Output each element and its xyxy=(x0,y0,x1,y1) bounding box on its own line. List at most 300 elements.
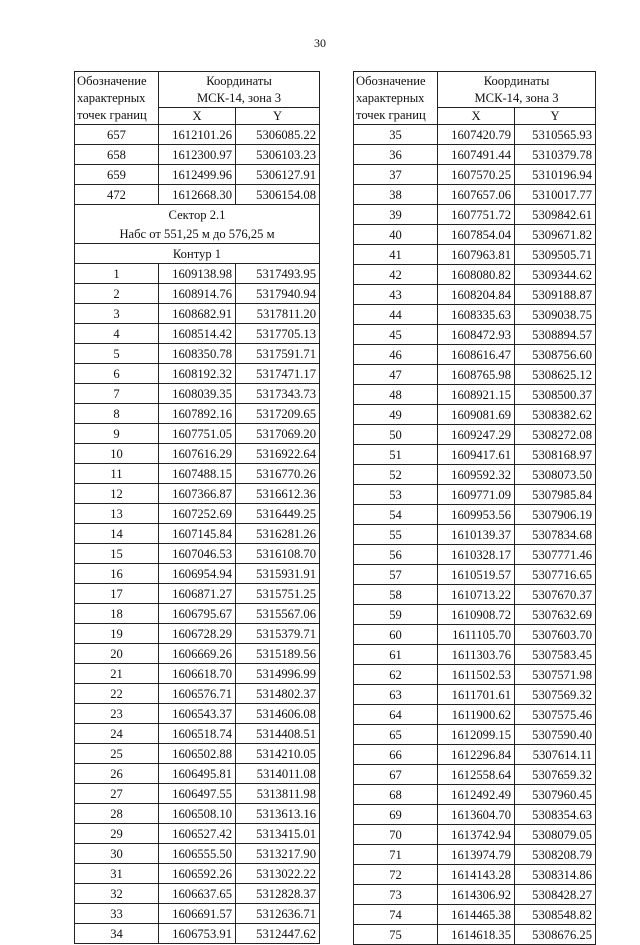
table-row xyxy=(354,345,596,365)
table-row xyxy=(354,625,596,645)
x-coordinate-cell: 1608514.42 xyxy=(159,324,236,344)
x-coordinate-cell: 1607491.44 xyxy=(438,145,515,165)
y-coordinate-cell: 5313811.98 xyxy=(236,784,320,804)
x-coordinate-cell: 1607751.05 xyxy=(159,424,236,444)
x-coordinate-cell: 1606576.71 xyxy=(159,684,236,704)
table-row xyxy=(354,505,596,525)
y-coordinate-cell: 5313415.01 xyxy=(236,824,320,844)
designation-header xyxy=(354,72,438,125)
table-row xyxy=(75,924,320,944)
y-coordinate-cell: 5313022.22 xyxy=(236,864,320,884)
y-coordinate-cell: 5312828.37 xyxy=(236,884,320,904)
y-coordinate-cell: 5308894.57 xyxy=(515,325,596,345)
x-coordinate-cell: 1607366.87 xyxy=(159,484,236,504)
table-row xyxy=(75,304,320,324)
point-id-cell: 658 xyxy=(75,145,159,165)
point-id-cell: 43 xyxy=(354,285,438,305)
x-column-header: X xyxy=(159,107,236,124)
y-column-header: Y xyxy=(236,107,320,124)
x-coordinate-cell: 1610328.17 xyxy=(438,545,515,565)
point-id-cell: 54 xyxy=(354,505,438,525)
point-id-cell: 19 xyxy=(75,624,159,644)
table-row xyxy=(75,584,320,604)
table-row xyxy=(354,545,596,565)
x-coordinate-cell: 1607963.81 xyxy=(438,245,515,265)
point-id-cell: 39 xyxy=(354,205,438,225)
x-coordinate-cell: 1606954.94 xyxy=(159,564,236,584)
point-id-cell: 60 xyxy=(354,625,438,645)
table-row xyxy=(354,665,596,685)
y-coordinate-cell: 5307590.40 xyxy=(515,725,596,745)
table-header xyxy=(354,72,596,125)
table-row xyxy=(354,185,596,205)
table-row xyxy=(354,245,596,265)
y-coordinate-cell: 5315567.06 xyxy=(236,604,320,624)
x-coordinate-cell: 1606618.70 xyxy=(159,664,236,684)
table-row xyxy=(354,305,596,325)
x-coordinate-cell: 1606518.74 xyxy=(159,724,236,744)
point-id-cell: 41 xyxy=(354,245,438,265)
table-row xyxy=(75,444,320,464)
point-id-cell: 18 xyxy=(75,604,159,624)
point-id-cell: 23 xyxy=(75,704,159,724)
x-coordinate-cell: 1608335.63 xyxy=(438,305,515,325)
point-id-cell: 472 xyxy=(75,185,159,205)
y-coordinate-cell: 5317343.73 xyxy=(236,384,320,404)
y-coordinate-cell: 5308382.62 xyxy=(515,405,596,425)
table-row xyxy=(354,725,596,745)
table-row xyxy=(75,884,320,904)
point-id-cell: 6 xyxy=(75,364,159,384)
point-id-cell: 15 xyxy=(75,544,159,564)
x-coordinate-cell: 1610139.37 xyxy=(438,525,515,545)
designation-header-line1: Обозначение xyxy=(77,74,147,88)
point-id-cell: 7 xyxy=(75,384,159,404)
point-id-cell: 52 xyxy=(354,465,438,485)
y-coordinate-cell: 5315751.25 xyxy=(236,584,320,604)
x-coordinate-cell: 1610519.57 xyxy=(438,565,515,585)
point-id-cell: 26 xyxy=(75,764,159,784)
x-coordinate-cell: 1607854.04 xyxy=(438,225,515,245)
x-coordinate-cell: 1610713.22 xyxy=(438,585,515,605)
x-coordinate-cell: 1606495.81 xyxy=(159,764,236,784)
y-coordinate-cell: 5307771.46 xyxy=(515,545,596,565)
y-coordinate-cell: 5308208.79 xyxy=(515,845,596,865)
table-row xyxy=(354,225,596,245)
x-coordinate-cell: 1614143.28 xyxy=(438,865,515,885)
y-coordinate-cell: 5317471.17 xyxy=(236,364,320,384)
y-coordinate-cell: 5309505.71 xyxy=(515,245,596,265)
right-rows xyxy=(354,125,596,945)
y-coordinate-cell: 5307659.32 xyxy=(515,765,596,785)
y-coordinate-cell: 5306085.22 xyxy=(236,125,320,145)
table-row xyxy=(354,265,596,285)
point-id-cell: 64 xyxy=(354,705,438,725)
x-coordinate-cell: 1611303.76 xyxy=(438,645,515,665)
point-id-cell: 21 xyxy=(75,664,159,684)
table-row xyxy=(354,485,596,505)
y-coordinate-cell: 5310565.93 xyxy=(515,125,596,145)
point-id-cell: 65 xyxy=(354,725,438,745)
y-coordinate-cell: 5316108.70 xyxy=(236,544,320,564)
table-row xyxy=(354,525,596,545)
point-id-cell: 16 xyxy=(75,564,159,584)
table-row xyxy=(75,824,320,844)
left-top-rows xyxy=(75,125,320,205)
x-coordinate-cell: 1607046.53 xyxy=(159,544,236,564)
sector-title: Сектор 2.1 xyxy=(75,205,320,225)
x-coordinate-cell: 1607751.72 xyxy=(438,205,515,225)
point-id-cell: 659 xyxy=(75,165,159,185)
y-coordinate-cell: 5308314.86 xyxy=(515,865,596,885)
x-coordinate-cell: 1609081.69 xyxy=(438,405,515,425)
table-row xyxy=(75,544,320,564)
y-coordinate-cell: 5317811.20 xyxy=(236,304,320,324)
designation-header-line2: характерных xyxy=(77,91,146,105)
coordinates-table-left xyxy=(74,71,320,944)
point-id-cell: 44 xyxy=(354,305,438,325)
point-id-cell: 2 xyxy=(75,284,159,304)
x-coordinate-cell: 1608682.91 xyxy=(159,304,236,324)
contour-title: Контур 1 xyxy=(75,244,320,264)
x-coordinate-cell: 1608914.76 xyxy=(159,284,236,304)
x-coordinate-cell: 1608765.98 xyxy=(438,365,515,385)
y-coordinate-cell: 5309842.61 xyxy=(515,205,596,225)
table-row xyxy=(354,385,596,405)
point-id-cell: 71 xyxy=(354,845,438,865)
y-coordinate-cell: 5316922.64 xyxy=(236,444,320,464)
x-coordinate-cell: 1607616.29 xyxy=(159,444,236,464)
point-id-cell: 29 xyxy=(75,824,159,844)
table-row xyxy=(354,845,596,865)
point-id-cell: 47 xyxy=(354,365,438,385)
y-coordinate-cell: 5315931.91 xyxy=(236,564,320,584)
point-id-cell: 38 xyxy=(354,185,438,205)
table-row xyxy=(75,904,320,924)
y-coordinate-cell: 5310196.94 xyxy=(515,165,596,185)
y-coordinate-cell: 5307575.46 xyxy=(515,705,596,725)
table-row xyxy=(354,745,596,765)
point-id-cell: 45 xyxy=(354,325,438,345)
point-id-cell: 20 xyxy=(75,644,159,664)
page-number: 30 xyxy=(314,36,326,50)
y-coordinate-cell: 5306103.23 xyxy=(236,145,320,165)
point-id-cell: 70 xyxy=(354,825,438,845)
point-id-cell: 37 xyxy=(354,165,438,185)
point-id-cell: 53 xyxy=(354,485,438,505)
table-row xyxy=(354,285,596,305)
x-coordinate-cell: 1609417.61 xyxy=(438,445,515,465)
point-id-cell: 8 xyxy=(75,404,159,424)
x-coordinate-cell: 1607420.79 xyxy=(438,125,515,145)
table-row xyxy=(75,264,320,284)
table-row xyxy=(354,645,596,665)
point-id-cell: 12 xyxy=(75,484,159,504)
x-coordinate-cell: 1608039.35 xyxy=(159,384,236,404)
table-row xyxy=(75,464,320,484)
x-coordinate-cell: 1608204.84 xyxy=(438,285,515,305)
x-coordinate-cell: 1607892.16 xyxy=(159,404,236,424)
y-coordinate-cell: 5307569.32 xyxy=(515,685,596,705)
point-id-cell: 69 xyxy=(354,805,438,825)
y-coordinate-cell: 5309671.82 xyxy=(515,225,596,245)
y-coordinate-cell: 5315189.56 xyxy=(236,644,320,664)
x-column-header: X xyxy=(438,107,515,124)
point-id-cell: 32 xyxy=(75,884,159,904)
table-row xyxy=(75,125,320,145)
point-id-cell: 59 xyxy=(354,605,438,625)
table-row xyxy=(75,784,320,804)
table-row xyxy=(354,425,596,445)
table-row xyxy=(354,885,596,905)
point-id-cell: 55 xyxy=(354,525,438,545)
point-id-cell: 5 xyxy=(75,344,159,364)
point-id-cell: 72 xyxy=(354,865,438,885)
table-row xyxy=(75,704,320,724)
x-coordinate-cell: 1606728.29 xyxy=(159,624,236,644)
point-id-cell: 74 xyxy=(354,905,438,925)
y-coordinate-cell: 5308500.37 xyxy=(515,385,596,405)
table-row xyxy=(75,624,320,644)
y-coordinate-cell: 5308548.82 xyxy=(515,905,596,925)
y-coordinate-cell: 5308354.63 xyxy=(515,805,596,825)
y-coordinate-cell: 5308428.27 xyxy=(515,885,596,905)
x-coordinate-cell: 1608192.32 xyxy=(159,364,236,384)
y-coordinate-cell: 5313217.90 xyxy=(236,844,320,864)
point-id-cell: 4 xyxy=(75,324,159,344)
point-id-cell: 36 xyxy=(354,145,438,165)
x-coordinate-cell: 1606871.27 xyxy=(159,584,236,604)
y-coordinate-cell: 5316281.26 xyxy=(236,524,320,544)
y-coordinate-cell: 5307583.45 xyxy=(515,645,596,665)
point-id-cell: 3 xyxy=(75,304,159,324)
y-coordinate-cell: 5312447.62 xyxy=(236,924,320,944)
y-coordinate-cell: 5313613.16 xyxy=(236,804,320,824)
x-coordinate-cell: 1609771.09 xyxy=(438,485,515,505)
designation-header-line3: точек границ xyxy=(77,108,147,122)
y-coordinate-cell: 5309188.87 xyxy=(515,285,596,305)
point-id-cell: 13 xyxy=(75,504,159,524)
x-coordinate-cell: 1609247.29 xyxy=(438,425,515,445)
table-header xyxy=(75,72,320,125)
y-coordinate-cell: 5308079.05 xyxy=(515,825,596,845)
table-row xyxy=(354,705,596,725)
x-coordinate-cell: 1614465.38 xyxy=(438,905,515,925)
sector-block xyxy=(75,205,320,264)
point-id-cell: 51 xyxy=(354,445,438,465)
table-row xyxy=(75,724,320,744)
table-row xyxy=(354,685,596,705)
point-id-cell: 63 xyxy=(354,685,438,705)
coords-header-line1: Координаты xyxy=(438,72,596,90)
coords-header-line1: Координаты xyxy=(159,72,320,90)
x-coordinate-cell: 1608616.47 xyxy=(438,345,515,365)
y-coordinate-cell: 5307571.98 xyxy=(515,665,596,685)
point-id-cell: 56 xyxy=(354,545,438,565)
x-coordinate-cell: 1613604.70 xyxy=(438,805,515,825)
table-row xyxy=(354,805,596,825)
point-id-cell: 657 xyxy=(75,125,159,145)
y-coordinate-cell: 5306154.08 xyxy=(236,185,320,205)
designation-header-line3: точек границ xyxy=(356,108,426,122)
y-coordinate-cell: 5314210.05 xyxy=(236,744,320,764)
table-row xyxy=(354,325,596,345)
y-coordinate-cell: 5309344.62 xyxy=(515,265,596,285)
point-id-cell: 34 xyxy=(75,924,159,944)
y-coordinate-cell: 5316612.36 xyxy=(236,484,320,504)
table-row xyxy=(354,145,596,165)
point-id-cell: 24 xyxy=(75,724,159,744)
x-coordinate-cell: 1606669.26 xyxy=(159,644,236,664)
x-coordinate-cell: 1609953.56 xyxy=(438,505,515,525)
y-coordinate-cell: 5310379.78 xyxy=(515,145,596,165)
y-coordinate-cell: 5308676.25 xyxy=(515,925,596,945)
y-coordinate-cell: 5314802.37 xyxy=(236,684,320,704)
y-coordinate-cell: 5317705.13 xyxy=(236,324,320,344)
point-id-cell: 30 xyxy=(75,844,159,864)
table-row xyxy=(75,744,320,764)
x-coordinate-cell: 1614306.92 xyxy=(438,885,515,905)
point-id-cell: 22 xyxy=(75,684,159,704)
table-row xyxy=(75,424,320,444)
point-id-cell: 62 xyxy=(354,665,438,685)
point-id-cell: 17 xyxy=(75,584,159,604)
y-coordinate-cell: 5312636.71 xyxy=(236,904,320,924)
point-id-cell: 10 xyxy=(75,444,159,464)
x-coordinate-cell: 1606592.26 xyxy=(159,864,236,884)
x-coordinate-cell: 1612499.96 xyxy=(159,165,236,185)
x-coordinate-cell: 1606555.50 xyxy=(159,844,236,864)
table-row xyxy=(75,404,320,424)
x-coordinate-cell: 1611900.62 xyxy=(438,705,515,725)
y-coordinate-cell: 5314996.99 xyxy=(236,664,320,684)
point-id-cell: 75 xyxy=(354,925,438,945)
y-coordinate-cell: 5317209.65 xyxy=(236,404,320,424)
point-id-cell: 68 xyxy=(354,785,438,805)
point-id-cell: 1 xyxy=(75,264,159,284)
point-id-cell: 9 xyxy=(75,424,159,444)
table-row xyxy=(75,684,320,704)
y-coordinate-cell: 5307834.68 xyxy=(515,525,596,545)
table-row xyxy=(354,585,596,605)
table-row xyxy=(354,205,596,225)
x-coordinate-cell: 1609592.32 xyxy=(438,465,515,485)
y-coordinate-cell: 5317069.20 xyxy=(236,424,320,444)
table-row xyxy=(354,445,596,465)
table-row xyxy=(75,145,320,165)
x-coordinate-cell: 1606502.88 xyxy=(159,744,236,764)
point-id-cell: 42 xyxy=(354,265,438,285)
y-coordinate-cell: 5306127.91 xyxy=(236,165,320,185)
table-row xyxy=(75,384,320,404)
y-coordinate-cell: 5307960.45 xyxy=(515,785,596,805)
point-id-cell: 31 xyxy=(75,864,159,884)
point-id-cell: 58 xyxy=(354,585,438,605)
table-row xyxy=(354,825,596,845)
x-coordinate-cell: 1606497.55 xyxy=(159,784,236,804)
point-id-cell: 25 xyxy=(75,744,159,764)
table-row xyxy=(354,765,596,785)
y-coordinate-cell: 5316449.25 xyxy=(236,504,320,524)
table-row xyxy=(75,185,320,205)
x-coordinate-cell: 1606527.42 xyxy=(159,824,236,844)
designation-header-line2: характерных xyxy=(356,91,425,105)
y-coordinate-cell: 5314606.08 xyxy=(236,704,320,724)
sector-range: Набс от 551,25 м до 576,25 м xyxy=(75,224,320,244)
x-coordinate-cell: 1608472.93 xyxy=(438,325,515,345)
x-coordinate-cell: 1614618.35 xyxy=(438,925,515,945)
point-id-cell: 66 xyxy=(354,745,438,765)
x-coordinate-cell: 1612296.84 xyxy=(438,745,515,765)
y-coordinate-cell: 5307632.69 xyxy=(515,605,596,625)
table-row xyxy=(354,125,596,145)
x-coordinate-cell: 1606543.37 xyxy=(159,704,236,724)
point-id-cell: 48 xyxy=(354,385,438,405)
y-coordinate-cell: 5309038.75 xyxy=(515,305,596,325)
y-coordinate-cell: 5314408.51 xyxy=(236,724,320,744)
table-row xyxy=(75,504,320,524)
point-id-cell: 50 xyxy=(354,425,438,445)
table-row xyxy=(75,324,320,344)
table-row xyxy=(354,565,596,585)
y-coordinate-cell: 5316770.26 xyxy=(236,464,320,484)
y-coordinate-cell: 5308073.50 xyxy=(515,465,596,485)
x-coordinate-cell: 1608080.82 xyxy=(438,265,515,285)
x-coordinate-cell: 1608921.15 xyxy=(438,385,515,405)
x-coordinate-cell: 1610908.72 xyxy=(438,605,515,625)
table-row xyxy=(75,864,320,884)
point-id-cell: 27 xyxy=(75,784,159,804)
point-id-cell: 61 xyxy=(354,645,438,665)
table-row xyxy=(75,344,320,364)
x-coordinate-cell: 1611502.53 xyxy=(438,665,515,685)
table-row xyxy=(354,865,596,885)
table-row xyxy=(75,844,320,864)
point-id-cell: 33 xyxy=(75,904,159,924)
table-row xyxy=(75,764,320,784)
y-coordinate-cell: 5308168.97 xyxy=(515,445,596,465)
point-id-cell: 35 xyxy=(354,125,438,145)
y-coordinate-cell: 5307716.65 xyxy=(515,565,596,585)
x-coordinate-cell: 1613974.79 xyxy=(438,845,515,865)
point-id-cell: 49 xyxy=(354,405,438,425)
table-row xyxy=(75,484,320,504)
table-row xyxy=(75,804,320,824)
x-coordinate-cell: 1607488.15 xyxy=(159,464,236,484)
point-id-cell: 67 xyxy=(354,765,438,785)
x-coordinate-cell: 1608350.78 xyxy=(159,344,236,364)
point-id-cell: 40 xyxy=(354,225,438,245)
table-row xyxy=(354,785,596,805)
y-coordinate-cell: 5314011.08 xyxy=(236,764,320,784)
table-row xyxy=(354,925,596,945)
table-row xyxy=(354,165,596,185)
table-row xyxy=(75,604,320,624)
y-coordinate-cell: 5307985.84 xyxy=(515,485,596,505)
x-coordinate-cell: 1612668.30 xyxy=(159,185,236,205)
y-column-header: Y xyxy=(515,107,596,124)
x-coordinate-cell: 1612101.26 xyxy=(159,125,236,145)
table-row xyxy=(354,465,596,485)
table-row xyxy=(75,165,320,185)
table-row xyxy=(354,405,596,425)
y-coordinate-cell: 5317591.71 xyxy=(236,344,320,364)
x-coordinate-cell: 1607252.69 xyxy=(159,504,236,524)
designation-header xyxy=(75,72,159,125)
designation-header-line1: Обозначение xyxy=(356,74,426,88)
x-coordinate-cell: 1612099.15 xyxy=(438,725,515,745)
x-coordinate-cell: 1612300.97 xyxy=(159,145,236,165)
